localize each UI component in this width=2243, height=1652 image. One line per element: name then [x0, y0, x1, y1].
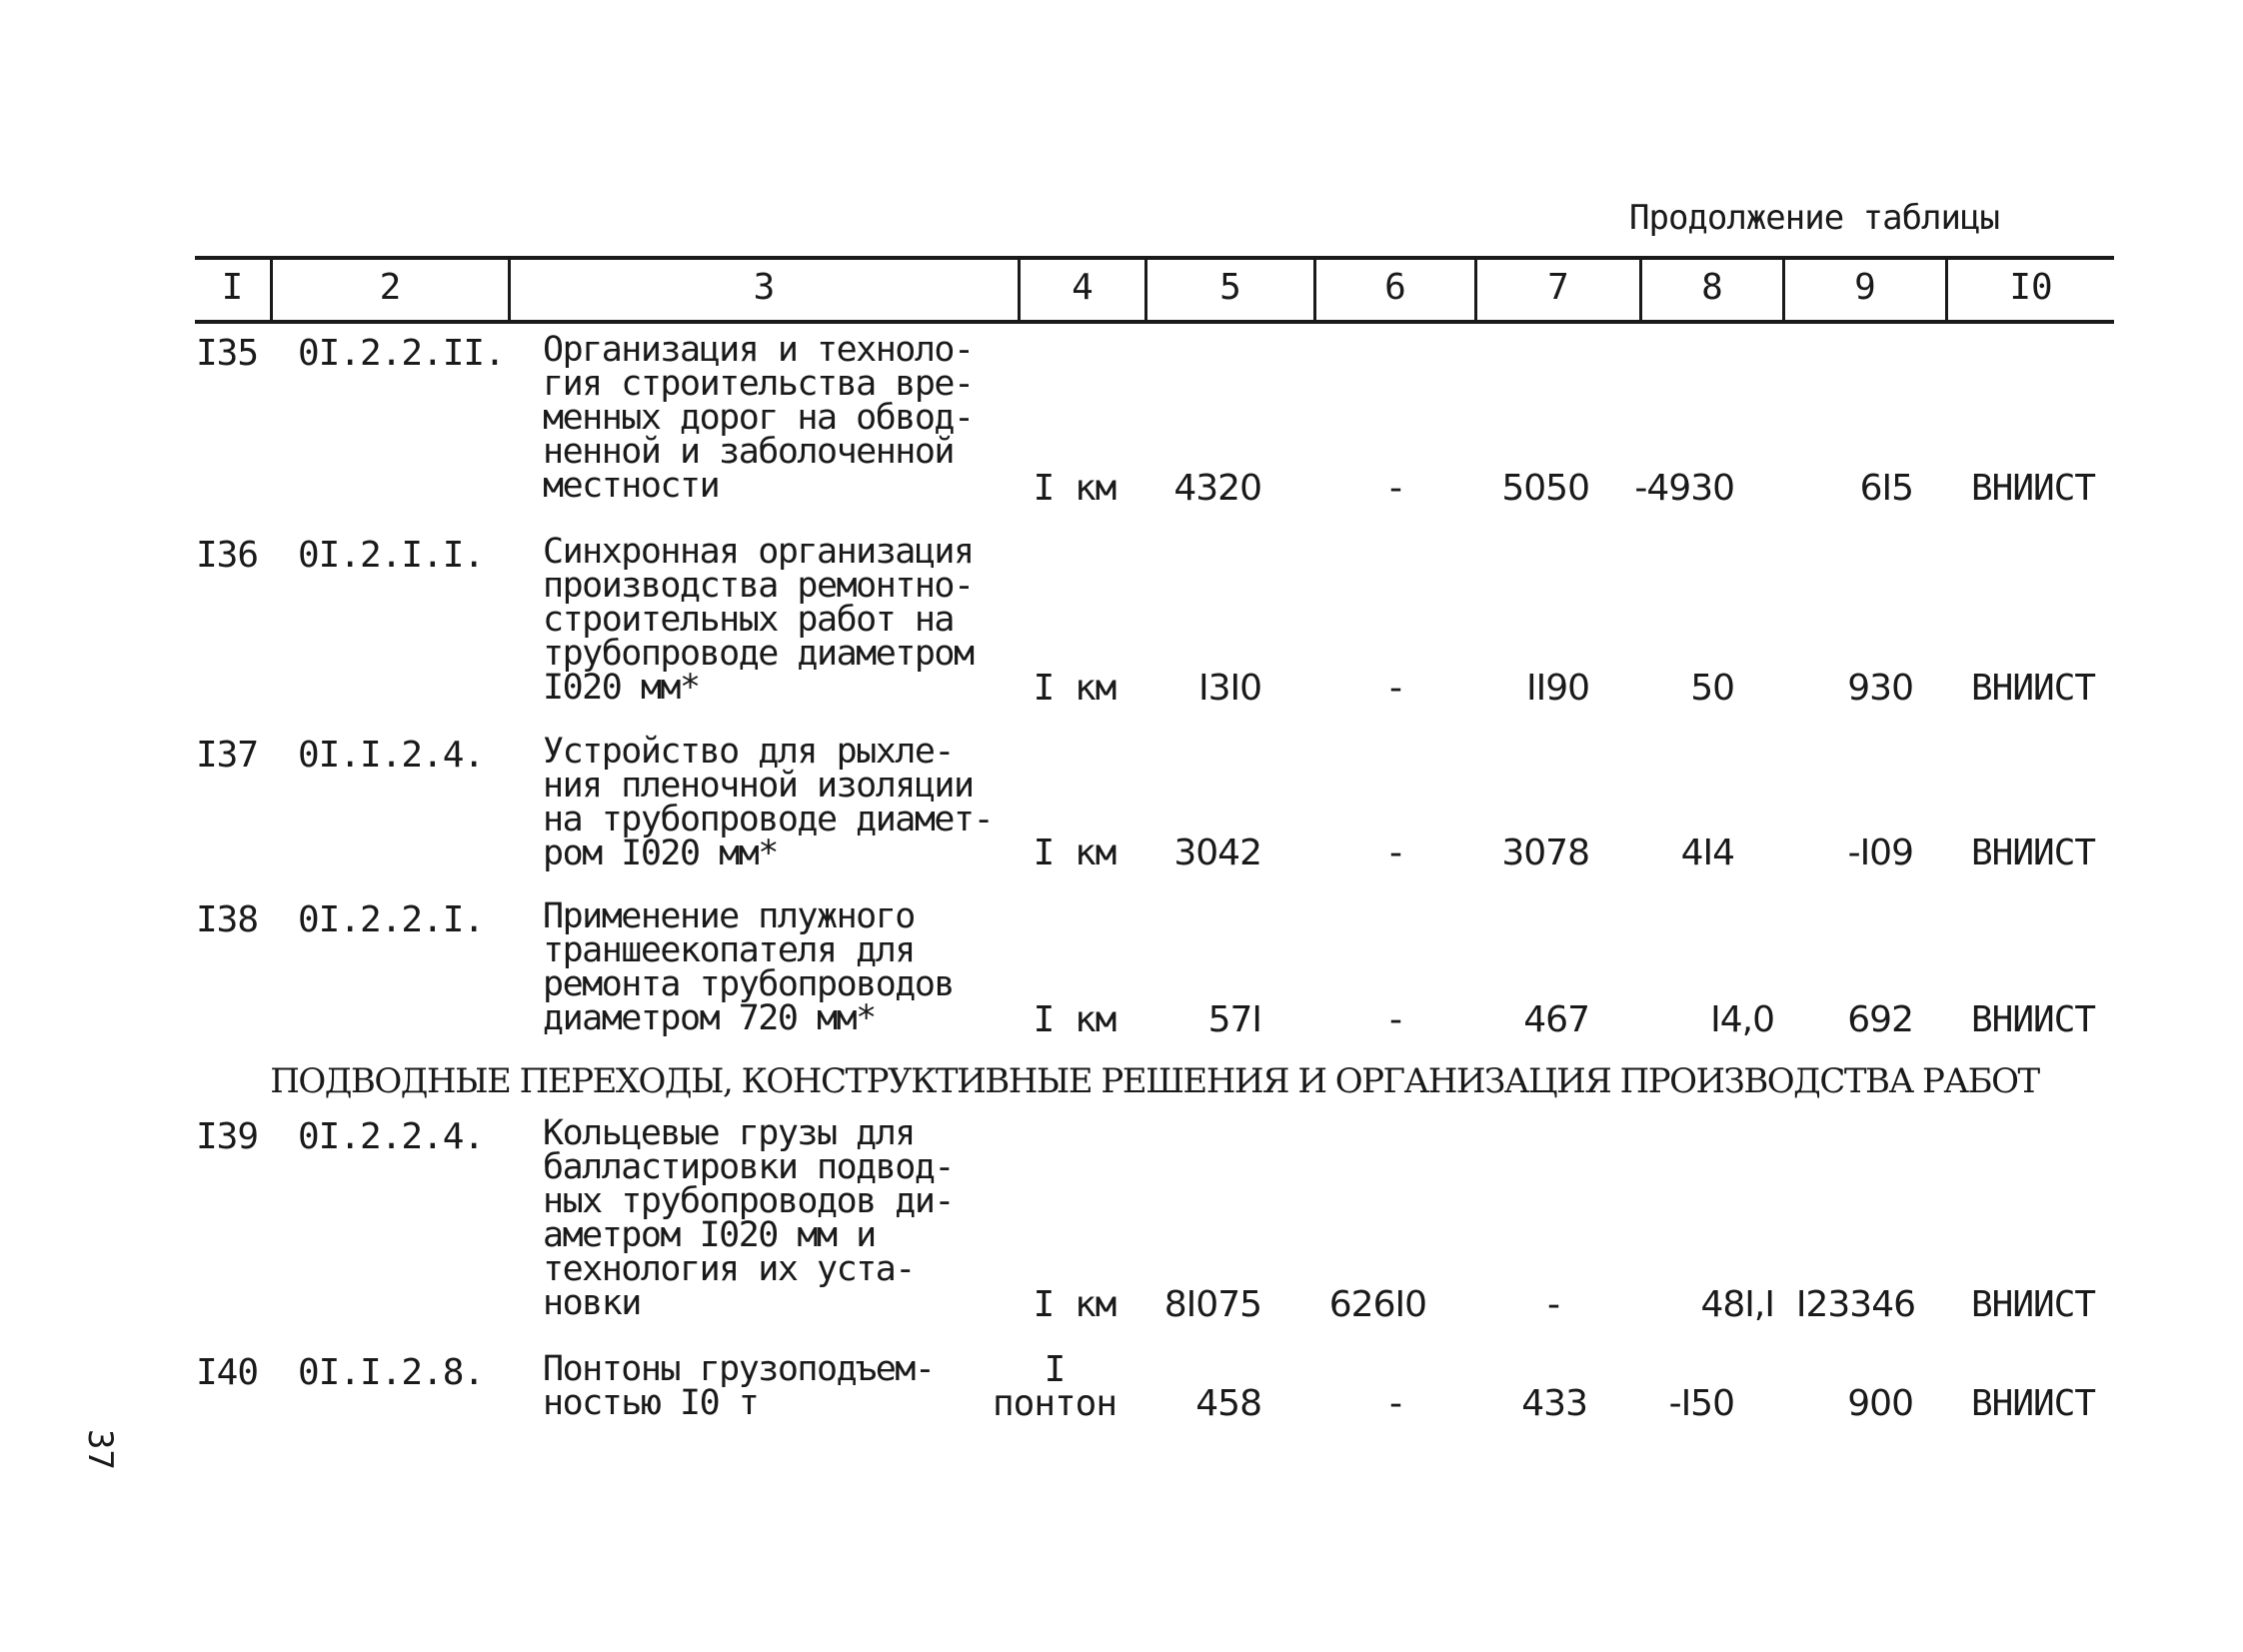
row-col-10: ВНИИСТ	[1971, 832, 2096, 873]
header-col-2: 2	[379, 267, 402, 308]
row-description: Применение плужного траншеекопателя для ремонта трубопроводов диаметром 720 мм*	[543, 896, 955, 1038]
row-col-7: 433	[1521, 1383, 1587, 1424]
row-number: I37	[196, 735, 259, 776]
row-col-6: -	[1389, 999, 1401, 1040]
row-col-9: 692	[1847, 999, 1913, 1040]
row-col-10: ВНИИСТ	[1971, 999, 2096, 1040]
row-code: 0I.I.2.8.	[298, 1352, 485, 1393]
row-code: 0I.2.2.4.	[298, 1116, 485, 1157]
row-col-9: I23346	[1795, 1284, 1915, 1325]
row-col-10: ВНИИСТ	[1971, 668, 2096, 709]
row-col-10: ВНИИСТ	[1971, 1383, 2096, 1424]
row-col-6: -	[1389, 468, 1401, 509]
row-col-8: 48I,I	[1700, 1284, 1774, 1325]
row-col-8: -I50	[1668, 1383, 1734, 1424]
row-col-5: 4320	[1173, 468, 1261, 509]
row-col-8: I4,0	[1710, 999, 1774, 1040]
row-col-7: 467	[1523, 999, 1589, 1040]
row-number: I39	[196, 1116, 259, 1157]
row-col-9: 900	[1847, 1383, 1913, 1424]
row-number: I36	[196, 535, 259, 576]
section-heading: ПОДВОДНЫЕ ПЕРЕХОДЫ, КОНСТРУКТИВНЫЕ РЕШЕНИЯ И ОРГАНИЗАЦИЯ ПРОИЗВОДСТВА РАБОТ	[270, 1061, 2039, 1101]
table-caption: Продолжение таблицы	[1629, 198, 1999, 238]
row-col-5: 3042	[1173, 832, 1261, 873]
row-unit: I км	[1033, 1284, 1117, 1325]
row-col-8: -4930	[1634, 468, 1734, 509]
row-number: I38	[196, 899, 259, 940]
row-code: 0I.I.2.4.	[298, 735, 485, 776]
row-number: I40	[196, 1352, 259, 1393]
header-col-8: 8	[1701, 267, 1723, 308]
row-col-9: -I09	[1847, 832, 1913, 873]
header-col-10: I0	[2009, 267, 2053, 308]
row-col-5: 8I075	[1163, 1284, 1261, 1325]
row-col-10: ВНИИСТ	[1971, 468, 2096, 509]
header-col-3: 3	[753, 267, 776, 308]
header-col-5: 5	[1219, 267, 1241, 308]
row-unit: I км	[1033, 832, 1117, 873]
header-col-7: 7	[1547, 267, 1569, 308]
row-col-7: 3078	[1501, 832, 1589, 873]
row-unit: I км	[1033, 668, 1117, 709]
header-col-4: 4	[1072, 267, 1094, 308]
header-col-1: I	[221, 267, 244, 308]
header-col-9: 9	[1854, 267, 1876, 308]
row-description: Понтоны грузоподъем- ностью I0 т	[543, 1349, 935, 1423]
row-col-9: 6I5	[1859, 468, 1913, 509]
header-col-6: 6	[1384, 267, 1406, 308]
row-col-5: 458	[1195, 1383, 1261, 1424]
row-col-7: 5050	[1501, 468, 1589, 509]
row-col-8: 50	[1690, 668, 1734, 709]
page-number: 37	[80, 1429, 120, 1470]
row-col-6: -	[1389, 668, 1401, 709]
row-col-9: 930	[1847, 668, 1913, 709]
row-code: 0I.2.2.II.	[298, 333, 505, 374]
row-col-8: 4I4	[1680, 832, 1734, 873]
row-unit: I км	[1033, 468, 1117, 509]
row-unit: I км	[1033, 999, 1117, 1040]
row-unit-quantity: I	[1044, 1349, 1066, 1390]
row-code: 0I.2.I.I.	[298, 535, 485, 576]
row-col-5: 57I	[1207, 999, 1261, 1040]
row-col-6: -	[1389, 1383, 1401, 1424]
row-col-7: II90	[1525, 668, 1589, 709]
row-col-10: ВНИИСТ	[1971, 1284, 2096, 1325]
row-unit: понтон	[992, 1383, 1118, 1424]
row-number: I35	[196, 333, 259, 374]
row-col-5: I3I0	[1197, 668, 1261, 709]
row-col-6: 626I0	[1328, 1284, 1426, 1325]
row-description: Организация и техноло- гия строительства вре- менных дорог на обвод- ненной и заболоченной местности	[543, 330, 974, 506]
row-description: Устройство для рыхле- ния пленочной изоляции на трубопроводе диамет- ром I020 мм*	[543, 732, 994, 873]
row-description: Синхронная организация производства ремонтно- строительных работ на трубопроводе диаметром I020 мм*	[543, 532, 974, 708]
row-col-7: -	[1547, 1284, 1559, 1325]
row-col-6: -	[1389, 832, 1401, 873]
row-description: Кольцевые грузы для балластировки подвод- ных трубопроводов ди- аметром I020 мм и технология их уста- новки	[543, 1113, 955, 1323]
header-top-rule	[195, 256, 2114, 260]
header-bottom-rule	[195, 320, 2114, 324]
row-code: 0I.2.2.I.	[298, 899, 485, 940]
